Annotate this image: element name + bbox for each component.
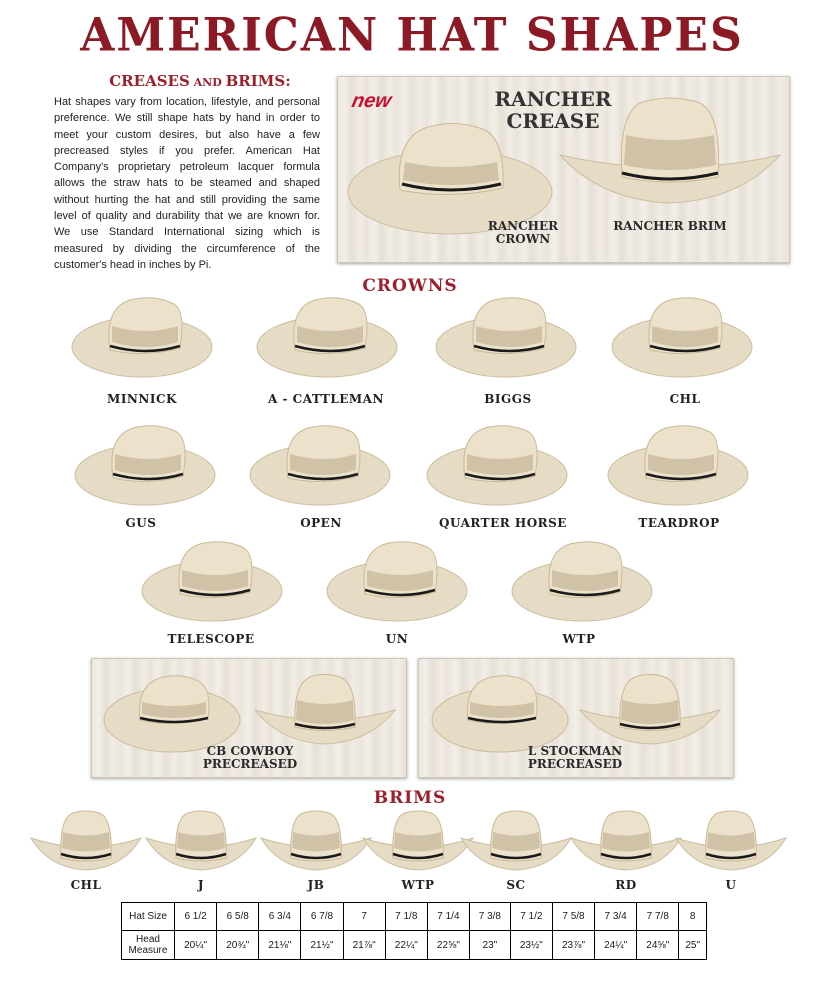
crown-hat-image <box>140 536 285 626</box>
crown-hat-image <box>434 292 579 382</box>
crown-label: CHL <box>669 392 701 406</box>
hat-size-cell: 7 1/4 <box>427 903 469 931</box>
head-measure-cell: 22¼" <box>385 931 427 960</box>
crown-label: A - CATTLEMAN <box>268 392 384 406</box>
l-stockman-hat-front-image <box>580 672 720 752</box>
cb-cowboy-label <box>190 745 310 771</box>
head-measure-cell: 24¼" <box>595 931 637 960</box>
head-measure-header-line2: Measure <box>128 945 168 956</box>
brim-label: WTP <box>401 878 435 892</box>
head-measure-header-line1: Head <box>136 934 160 945</box>
hat-size-cell: 8 <box>679 903 707 931</box>
brim-label: RD <box>615 878 637 892</box>
cb-cowboy-line1: CB COWBOY <box>206 744 294 758</box>
head-measure-cell: 23½" <box>510 931 552 960</box>
head-measure-cell: 23" <box>469 931 510 960</box>
hat-size-cell: 6 3/4 <box>259 903 301 931</box>
hat-size-cell: 7 1/8 <box>385 903 427 931</box>
l-stockman-label <box>515 745 635 771</box>
brim-hat-image <box>261 810 371 872</box>
head-measure-cell: 25" <box>679 931 707 960</box>
brim-label: CHL <box>70 878 102 892</box>
brim-hat-image <box>146 810 256 872</box>
head-measure-cell: 20¼" <box>175 931 217 960</box>
crown-hat-image <box>425 420 570 510</box>
hat-size-header: Hat Size <box>122 903 175 931</box>
crown-label: WTP <box>562 632 596 646</box>
hat-size-cell: 7 7/8 <box>637 903 679 931</box>
brim-label: SC <box>506 878 526 892</box>
hat-size-cell: 7 3/8 <box>469 903 510 931</box>
hat-size-table <box>121 902 707 960</box>
l-stockman-line2: PRECREASED <box>527 757 623 771</box>
crown-hat-image <box>510 536 655 626</box>
brim-label: J <box>197 878 205 892</box>
l-stockman-line1: L STOCKMAN <box>527 744 623 758</box>
crown-label: MINNICK <box>107 392 177 406</box>
crown-label: OPEN <box>300 516 342 530</box>
crown-label: TELESCOPE <box>167 632 255 646</box>
crown-hat-image <box>606 420 751 510</box>
hat-size-cell: 7 <box>343 903 385 931</box>
brim-hat-image <box>571 810 681 872</box>
hat-size-cell: 7 5/8 <box>552 903 594 931</box>
new-badge: new <box>349 90 394 112</box>
head-measure-cell: 24⅝" <box>637 931 679 960</box>
crown-hat-image <box>255 292 400 382</box>
brims-heading: BRIMS <box>373 788 447 808</box>
rancher-crown-label <box>478 220 568 246</box>
rancher-crown-line2: CROWN <box>495 232 551 246</box>
hat-size-row <box>122 903 707 931</box>
rancher-brim-hat-image <box>560 95 780 210</box>
head-measure-cell: 20¾" <box>217 931 259 960</box>
hat-size-cell: 7 1/2 <box>510 903 552 931</box>
brim-hat-image <box>676 810 786 872</box>
cb-cowboy-line2: PRECREASED <box>202 757 298 771</box>
crown-hat-image <box>70 292 215 382</box>
intro-paragraph: Hat shapes vary from location, lifestyle, and personal preference. We still shape hats by hand in order to meet your custom desires, but also have a few precreased styles if you prefer. American Hat Company's proprietary petroleum lacquer formula allows the straw hats to be steamed and shaped without hurting the hat and still providing the same level of quality and durability that we are known for. We use Standard International sizing which is measured by dividing the circumference of the customer's head in inches by Pi. <box>54 96 320 271</box>
intro-heading <box>90 72 310 90</box>
brim-hat-image <box>461 810 571 872</box>
crown-hat-image <box>610 292 755 382</box>
head-measure-cell: 21⅛" <box>259 931 301 960</box>
intro-heading-brims: BRIMS: <box>225 72 291 90</box>
crown-hat-image <box>73 420 218 510</box>
crown-hat-image <box>325 536 470 626</box>
rancher-crown-line1: RANCHER <box>487 219 559 233</box>
hat-size-cell: 6 7/8 <box>301 903 343 931</box>
intro-heading-creases: CREASES <box>109 72 190 90</box>
hat-size-cell: 6 5/8 <box>217 903 259 931</box>
head-measure-cell: 22⅝" <box>427 931 469 960</box>
rancher-title-line2: CREASE <box>506 109 600 133</box>
crown-label: TEARDROP <box>638 516 720 530</box>
brim-hat-image <box>31 810 141 872</box>
head-measure-header <box>122 931 175 960</box>
page-title: AMERICAN HAT SHAPES <box>80 8 744 63</box>
intro-heading-and: AND <box>189 76 226 89</box>
crown-label: BIGGS <box>484 392 532 406</box>
crown-label: QUARTER HORSE <box>439 516 567 530</box>
cb-cowboy-hat-front-image <box>255 672 395 752</box>
crown-label: GUS <box>125 516 157 530</box>
crowns-heading: CROWNS <box>362 276 458 296</box>
hat-size-cell: 6 1/2 <box>175 903 217 931</box>
crown-hat-image <box>248 420 393 510</box>
brim-hat-image <box>363 810 473 872</box>
crown-label: UN <box>385 632 409 646</box>
brim-label: JB <box>307 878 325 892</box>
head-measure-cell: 21⅞" <box>343 931 385 960</box>
head-measure-cell: 21½" <box>301 931 343 960</box>
head-measure-row <box>122 931 707 960</box>
rancher-brim-label: RANCHER BRIM <box>613 219 727 233</box>
brim-label: U <box>725 878 737 892</box>
rancher-title-line1: RANCHER <box>494 87 612 111</box>
head-measure-cell: 23⅞" <box>552 931 594 960</box>
hat-size-cell: 7 3/4 <box>595 903 637 931</box>
